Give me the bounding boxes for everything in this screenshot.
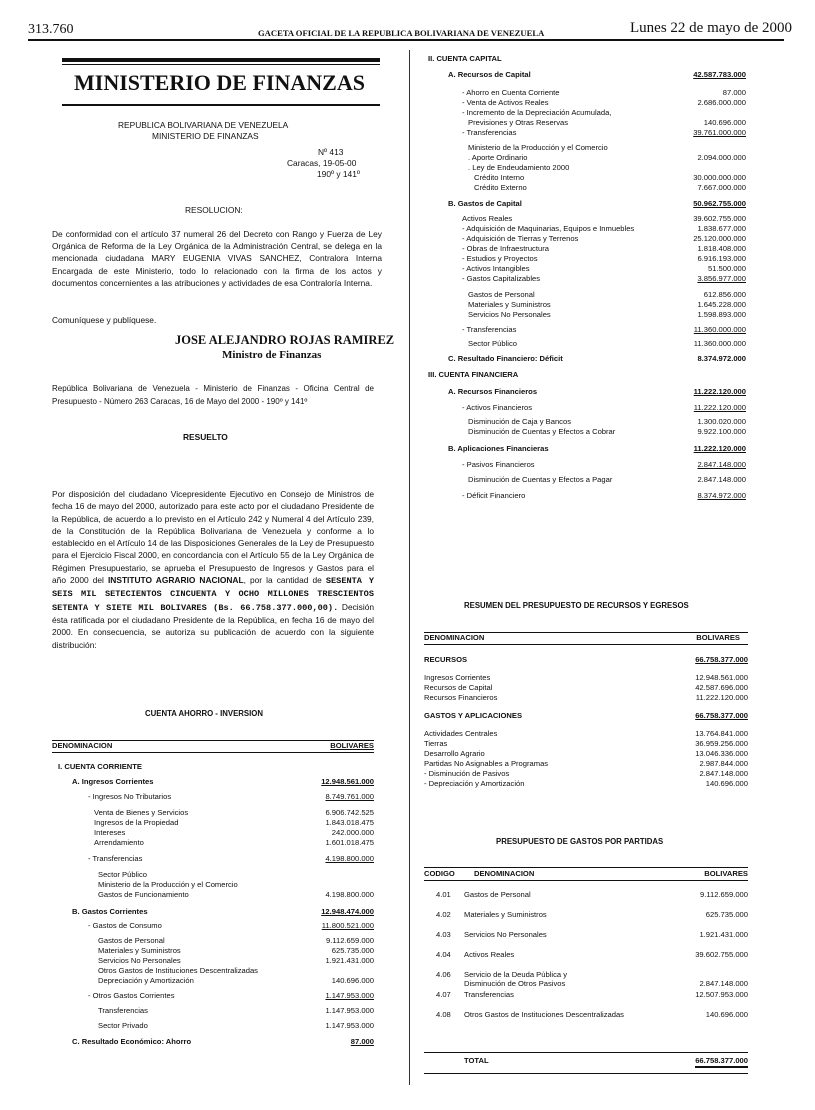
row-label: Gastos de Personal <box>98 936 165 945</box>
row-label: A. Recursos Financieros <box>448 387 538 396</box>
header-rule <box>28 39 784 41</box>
row-value: 1.645.228.000 <box>697 300 746 309</box>
row-label: Crédito Interno <box>474 173 525 182</box>
partida-label: Otros Gastos de Instituciones Descentralizadas <box>464 1010 624 1019</box>
table-row <box>52 1021 374 1031</box>
row-value: 4.198.800.000 <box>325 854 374 863</box>
list-item <box>424 693 748 703</box>
table-row <box>424 970 748 990</box>
row-value: 87.000 <box>722 88 746 97</box>
row-label: - Pasivos Financieros <box>462 460 535 469</box>
row-label: Intereses <box>94 828 126 837</box>
partidas-header-row <box>424 869 748 879</box>
resolution-closing: Comuníquese y publíquese. <box>52 315 157 325</box>
table-row <box>428 444 746 454</box>
table-row <box>428 264 746 274</box>
row-label: Venta de Bienes y Servicios <box>94 808 189 817</box>
partida-code: 4.07 <box>436 990 451 999</box>
row-label: - Transferencias <box>462 325 517 334</box>
resuelto-title: RESUELTO <box>183 432 228 442</box>
cuenta-ahorro-rows <box>52 762 374 1047</box>
row-value: 50.962.755.000 <box>693 199 746 208</box>
row-value: 1.300.020.000 <box>697 417 746 426</box>
table-row <box>428 427 746 437</box>
row-label: Ingresos Corrientes <box>424 673 491 682</box>
ministry-top-rule-thin <box>62 64 380 65</box>
row-label: Sector Público <box>468 339 517 348</box>
table-row <box>424 910 748 930</box>
table-row <box>52 956 374 966</box>
table-row <box>428 183 746 193</box>
table-row <box>52 946 374 956</box>
row-label: III. CUENTA FINANCIERA <box>428 370 519 379</box>
table-row <box>52 838 374 848</box>
table-row <box>428 173 746 183</box>
table-row <box>428 70 746 80</box>
row-value: 625.735.000 <box>331 946 374 955</box>
row-value: 36.959.256.000 <box>695 739 748 748</box>
row-label: - Activos Intangibles <box>462 264 530 273</box>
row-label: - Venta de Activos Reales <box>462 98 549 107</box>
row-value: 11.360.000.000 <box>693 325 746 334</box>
resuelto-body-before: Por disposición del ciudadano Vicepresidente Ejecutivo en Consejo de Ministros de fecha 16 de mayo del 2000, autorizado para este acto por el ciudadano Presidente de la República, de acuerdo a lo previsto en el Artículo 242 y Numeral 4 del Artículo 239, de la Constitución de la República Bolivariana de Venezuela y conforme a lo establecido en el Artículo 14 de las Disposiciones Generales de la Ley de Presupuesto para el Ejercicio Fiscal 2000, en concordancia con el Artículo 55 de la Ley Orgánica de Régimen Presupuestario, se aprueba el Presupuesto de Ingresos y Gastos para el año 2000 del <box>52 489 374 586</box>
row-value: 9.922.100.000 <box>697 427 746 436</box>
row-value: 11.222.120.000 <box>693 403 746 412</box>
row-label: - Depreciación y Amortización <box>424 779 525 788</box>
resumen-gastos-total: 66.758.377.000 <box>695 711 748 720</box>
table-row <box>52 936 374 946</box>
resumen-gastos <box>424 711 748 721</box>
row-label: Previsiones y Otras Reservas <box>468 118 569 127</box>
row-value: 140.696.000 <box>703 118 746 127</box>
row-value: 6.906.742.525 <box>325 808 374 817</box>
table-row <box>52 808 374 818</box>
resolution-title: RESOLUCION: <box>185 205 243 215</box>
partida-code: 4.04 <box>436 950 451 959</box>
table-row <box>52 1006 374 1016</box>
resumen-title: RESUMEN DEL PRESUPUESTO DE RECURSOS Y EGRESOS <box>464 601 689 610</box>
row-value: 9.112.659.000 <box>326 936 374 945</box>
partida-code: 4.06 <box>436 970 451 979</box>
resolution-place-date: Caracas, 19-05-00 <box>287 158 357 168</box>
cuenta-ahorro-header <box>52 741 374 751</box>
row-label: - Obras de Infraestructura <box>462 244 549 253</box>
resumen-recursos-list <box>424 673 748 703</box>
partidas-bottom-rule <box>424 1073 748 1074</box>
table-row <box>428 387 746 397</box>
list-item <box>424 673 748 683</box>
table-row <box>424 950 748 970</box>
partidas-col-denominacion: DENOMINACION <box>474 869 535 878</box>
row-label: - Gastos de Consumo <box>88 921 162 930</box>
row-value: 11.800.521.000 <box>321 921 374 930</box>
table-row <box>428 143 746 153</box>
table-row <box>428 163 746 173</box>
resuelto-body-after: Decisión ésta ratificada por el ciudadano Presidente de la República, en fecha 16 de mayo del 2000. En consecuencia, se autoriza su publicación de acuerdo con la siguiente distribución: <box>52 601 375 650</box>
table-row <box>428 244 746 254</box>
row-value: 87.000 <box>350 1037 374 1046</box>
table-row <box>424 990 748 1010</box>
partida-code: 4.08 <box>436 1010 451 1019</box>
table-row <box>428 310 746 320</box>
partidas-total-label: TOTAL <box>464 1056 489 1065</box>
row-value: 11.222.120.000 <box>695 693 748 702</box>
table-row <box>424 930 748 950</box>
row-value: 42.587.783.000 <box>693 70 746 79</box>
partidas-rows <box>424 890 748 1030</box>
row-value: 39.602.755.000 <box>693 214 746 223</box>
partida-label: Materiales y Suministros <box>464 910 547 919</box>
row-value: 3.856.977.000 <box>697 274 746 283</box>
row-label: A. Ingresos Corrientes <box>72 777 154 786</box>
list-item <box>424 739 748 749</box>
resumen-col-denominacion: DENOMINACION <box>424 633 485 642</box>
row-label: Ministerio de la Producción y el Comercio <box>98 880 238 889</box>
row-label: - Adquisición de Tierras y Terrenos <box>462 234 579 243</box>
partida-label: Servicio de la Deuda Pública y <box>464 970 567 979</box>
table-row <box>428 98 746 108</box>
row-label: Desarrollo Agrario <box>424 749 485 758</box>
resolution-years: 190º y 141º <box>317 169 360 179</box>
table-row <box>52 792 374 802</box>
row-label: - Estudios y Proyectos <box>462 254 538 263</box>
ministry-bottom-rule <box>62 104 380 106</box>
table-row <box>428 290 746 300</box>
row-value: 2.847.148.000 <box>697 460 746 469</box>
table-row <box>428 339 746 349</box>
table-row <box>52 991 374 1001</box>
resuelto-institution: INSTITUTO AGRARIO NACIONAL <box>107 575 244 586</box>
row-label: Otros Gastos de Instituciones Descentralizadas <box>98 966 258 975</box>
row-value: 2.847.148.000 <box>699 769 748 778</box>
row-label: - Ingresos No Tributarios <box>88 792 172 801</box>
partida-label-line2: Disminución de Otros Pasivos <box>464 979 566 988</box>
resuelto-body-mid: , por la cantidad de <box>243 575 322 586</box>
table-row <box>428 214 746 224</box>
list-item <box>424 769 748 779</box>
partida-value: 39.602.755.000 <box>695 950 748 959</box>
partida-value: 12.507.953.000 <box>695 990 748 999</box>
table-row <box>428 475 746 485</box>
partida-value: 9.112.659.000 <box>700 890 748 899</box>
resumen-body <box>424 655 748 789</box>
resumen-header <box>424 633 748 643</box>
row-label: Disminución de Cuentas y Efectos a Cobrar <box>468 427 616 436</box>
table-row <box>428 370 746 380</box>
cuenta-capital-rows <box>428 54 746 501</box>
row-label: Disminución de Caja y Bancos <box>468 417 571 426</box>
table-row <box>428 417 746 427</box>
resumen-head-rule-bottom <box>424 644 748 645</box>
row-value: 8.749.761.000 <box>325 792 374 801</box>
row-label: - Ahorro en Cuenta Corriente <box>462 88 560 97</box>
partida-value: 625.735.000 <box>705 910 748 919</box>
row-label: II. CUENTA CAPITAL <box>428 54 502 63</box>
row-label: Crédito Externo <box>474 183 527 192</box>
partida-label: Servicios No Personales <box>464 930 547 939</box>
row-value: 242.000.000 <box>331 828 374 837</box>
page-number: 313.760 <box>28 22 74 37</box>
partidas-total-row <box>424 1056 748 1066</box>
partidas-total-value: 66.758.377.000 <box>695 1056 748 1068</box>
row-label: - Transferencias <box>88 854 143 863</box>
row-label: - Otros Gastos Corrientes <box>88 991 175 1000</box>
partidas-total <box>424 1056 748 1066</box>
row-label: Tierras <box>424 739 448 748</box>
ministry-name-line: MINISTERIO DE FINANZAS <box>152 131 259 141</box>
table-row <box>428 403 746 413</box>
row-value: 7.667.000.000 <box>697 183 746 192</box>
row-value: 2.847.148.000 <box>697 475 746 484</box>
partidas-head-rule <box>424 867 748 868</box>
partida-label: Gastos de Personal <box>464 890 531 899</box>
row-label: Sector Privado <box>98 1021 148 1030</box>
resumen-recursos <box>424 655 748 665</box>
row-value: 13.764.841.000 <box>695 729 748 738</box>
row-label: Gastos de Funcionamiento <box>98 890 189 899</box>
row-label: Arrendamiento <box>94 838 144 847</box>
list-item <box>424 779 748 789</box>
row-value: 1.921.431.000 <box>325 956 374 965</box>
table-row <box>52 818 374 828</box>
row-value: 2.686.000.000 <box>697 98 746 107</box>
row-label: Actividades Centrales <box>424 729 498 738</box>
partidas-header <box>424 869 748 879</box>
partida-code: 4.01 <box>436 890 451 899</box>
cuenta-ahorro-header-row <box>52 741 374 751</box>
partidas-title: PRESUPUESTO DE GASTOS POR PARTIDAS <box>496 837 664 846</box>
partida-value: 140.696.000 <box>705 1010 748 1019</box>
row-value: 612.856.000 <box>703 290 746 299</box>
partida-code: 4.03 <box>436 930 451 939</box>
row-value: 1.843.018.475 <box>325 818 374 827</box>
row-label: B. Gastos Corrientes <box>72 907 148 916</box>
resolution-text: De conformidad con el artículo 37 numeral 26 del Decreto con Rango y Fuerza de Ley Orgánica de Reforma de la Ley Orgánica de la Administración Central, se delega en la mencionada ciudadana MARY EUGENIA VIVAS SANCHEZ, Contralora Interna Encargada de este Ministerio, todo lo relacionado con la firma de los actos y documentos concernientes a las atribuciones y actividades de esa Contraloría Interna. <box>52 229 382 288</box>
row-value: 8.374.972.000 <box>697 491 746 500</box>
table-row <box>52 966 374 976</box>
partidas-col-codigo: CODIGO <box>424 869 455 878</box>
row-value: 140.696.000 <box>705 779 748 788</box>
row-label: Sector Público <box>98 870 147 879</box>
row-value: 6.916.193.000 <box>697 254 746 263</box>
partida-label: Transferencias <box>464 990 514 999</box>
table-row <box>52 777 374 787</box>
row-value: 1.838.677.000 <box>697 224 746 233</box>
resumen-recursos-label: RECURSOS <box>424 655 468 664</box>
resumen-recursos-total: 66.758.377.000 <box>695 655 748 664</box>
row-value: 42.587.696.000 <box>695 683 748 692</box>
row-label: Recursos de Capital <box>424 683 493 692</box>
row-label: Disminución de Cuentas y Efectos a Pagar <box>468 475 613 484</box>
row-value: 8.374.972.000 <box>697 354 746 363</box>
resuelto-body <box>52 488 374 651</box>
partidas-total-rule <box>424 1052 748 1053</box>
row-value: 2.987.844.000 <box>699 759 748 768</box>
partida-value: 2.847.148.000 <box>699 979 748 988</box>
table-row <box>52 1037 374 1047</box>
resolution-number: Nº 413 <box>318 147 344 157</box>
list-item <box>424 759 748 769</box>
row-label: Materiales y Suministros <box>98 946 181 955</box>
row-label: - Activos Financieros <box>462 403 533 412</box>
table-row <box>428 88 746 98</box>
row-label: Transferencias <box>98 1006 148 1015</box>
row-value: 1.601.018.475 <box>325 838 374 847</box>
row-value: 1.147.953.000 <box>325 1006 374 1015</box>
resuelto-amount: SESENTA Y SEIS MIL SETECIENTOS CINCUENTA Y OCHO MILLONES TRESCIENTOS SETENTA Y SIETE MIL BOLIVARES (Bs. 66.758.377.000,00). <box>52 576 375 613</box>
table-row <box>428 224 746 234</box>
row-label: - Incremento de la Depreciación Acumulada, <box>462 108 612 117</box>
row-label: - Déficit Financiero <box>462 491 526 500</box>
ministry-top-rule <box>62 58 380 62</box>
table-row <box>428 325 746 335</box>
row-label: Servicios No Personales <box>468 310 551 319</box>
list-item <box>424 683 748 693</box>
table-row <box>428 54 746 64</box>
row-value: 13.046.336.000 <box>695 749 748 758</box>
cuenta-ahorro-title: CUENTA AHORRO - INVERSION <box>145 709 263 718</box>
ministry-republic: REPUBLICA BOLIVARIANA DE VENEZUELA <box>118 120 289 130</box>
row-label: I. CUENTA CORRIENTE <box>58 762 142 771</box>
table-row <box>428 118 746 128</box>
table-row <box>52 762 374 772</box>
row-label: . Aporte Ordinario <box>468 153 528 162</box>
table-row <box>428 199 746 209</box>
row-value: 30.000.000.000 <box>693 173 746 182</box>
table-row <box>52 976 374 986</box>
row-value: 12.948.474.000 <box>321 907 374 916</box>
row-label: C. Resultado Económico: Ahorro <box>72 1037 192 1046</box>
resumen-gastos-label: GASTOS Y APLICACIONES <box>424 711 523 720</box>
table-row <box>52 890 374 900</box>
table-row <box>52 880 374 890</box>
row-value: 1.147.953.000 <box>325 1021 374 1030</box>
table-row <box>52 854 374 864</box>
row-label: Depreciación y Amortización <box>98 976 194 985</box>
row-label: Recursos Financieros <box>424 693 498 702</box>
row-value: 1.598.893.000 <box>697 310 746 319</box>
table-row <box>424 1010 748 1030</box>
partida-label: Activos Reales <box>464 950 515 959</box>
partida-code: 4.02 <box>436 910 451 919</box>
table-row <box>428 108 746 118</box>
row-value: 12.948.561.000 <box>695 673 748 682</box>
table-row <box>428 354 746 364</box>
row-label: B. Aplicaciones Financieras <box>448 444 549 453</box>
ministry-title: MINISTERIO DE FINANZAS <box>74 70 365 95</box>
table-row <box>428 153 746 163</box>
resumen-col-bolivares: BOLIVARES <box>696 633 740 642</box>
resumen-header-row <box>424 633 748 643</box>
table-row <box>424 890 748 910</box>
row-label: Ministerio de la Producción y el Comercio <box>468 143 608 152</box>
column-divider <box>409 50 410 1085</box>
row-label: Activos Reales <box>462 214 513 223</box>
row-label: - Transferencias <box>462 128 517 137</box>
partida-value: 1.921.431.000 <box>699 930 748 939</box>
row-label: B. Gastos de Capital <box>448 199 522 208</box>
row-value: 2.094.000.000 <box>697 153 746 162</box>
list-item <box>424 749 748 759</box>
table-row <box>428 234 746 244</box>
row-label: C. Resultado Financiero: Déficit <box>448 354 563 363</box>
gazette-title: GACETA OFICIAL DE LA REPUBLICA BOLIVARIANA DE VENEZUELA <box>258 28 545 38</box>
table-row <box>428 300 746 310</box>
signer-name: JOSE ALEJANDRO ROJAS RAMIREZ <box>175 333 395 347</box>
resuelto-preamble: República Bolivariana de Venezuela - Ministerio de Finanzas - Oficina Central de Presupuesto - Número 263 Caracas, 16 de Mayo del 2000 - 190º y 141º <box>52 384 374 406</box>
row-value: 39.761.000.000 <box>693 128 746 137</box>
row-label: - Adquisición de Maquinarias, Equipos e Inmuebles <box>462 224 635 233</box>
row-value: 12.948.561.000 <box>321 777 374 786</box>
row-label: Servicios No Personales <box>98 956 181 965</box>
table-row <box>52 870 374 880</box>
partidas-col-bolivares: BOLIVARES <box>704 869 748 878</box>
row-value: 11.360.000.000 <box>693 339 746 348</box>
cuenta-ahorro-head-rule-bottom <box>52 752 374 753</box>
row-value: 11.222.120.000 <box>693 444 746 453</box>
list-item <box>424 729 748 739</box>
row-label: - Gastos Capitalizables <box>462 274 541 283</box>
row-value: 1.147.953.000 <box>325 991 374 1000</box>
row-value: 140.696.000 <box>331 976 374 985</box>
row-label: - Disminución de Pasivos <box>424 769 510 778</box>
row-label: Partidas No Asignables a Programas <box>424 759 549 768</box>
col-denominacion: DENOMINACION <box>52 741 113 750</box>
row-label: Ingresos de la Propiedad <box>94 818 179 827</box>
table-row <box>52 907 374 917</box>
table-row <box>428 460 746 470</box>
table-row <box>428 254 746 264</box>
table-row <box>428 128 746 138</box>
table-row <box>428 491 746 501</box>
row-label: A. Recursos de Capital <box>448 70 531 79</box>
row-label: Materiales y Suministros <box>468 300 551 309</box>
signer-title: Ministro de Finanzas <box>222 349 322 361</box>
resumen-gastos-list <box>424 729 748 789</box>
row-label: Gastos de Personal <box>468 290 535 299</box>
row-label: . Ley de Endeudamiento 2000 <box>468 163 570 172</box>
row-value: 4.198.800.000 <box>325 890 374 899</box>
row-value: 1.818.408.000 <box>697 244 746 253</box>
row-value: 25.120.000.000 <box>693 234 746 243</box>
table-row <box>52 828 374 838</box>
table-row <box>428 274 746 284</box>
row-value: 11.222.120.000 <box>693 387 746 396</box>
table-row <box>52 921 374 931</box>
issue-date: Lunes 22 de mayo de 2000 <box>630 20 793 36</box>
partidas-head-rule-bottom <box>424 880 748 881</box>
col-bolivares: BOLIVARES <box>330 741 374 750</box>
row-value: 51.500.000 <box>707 264 746 273</box>
